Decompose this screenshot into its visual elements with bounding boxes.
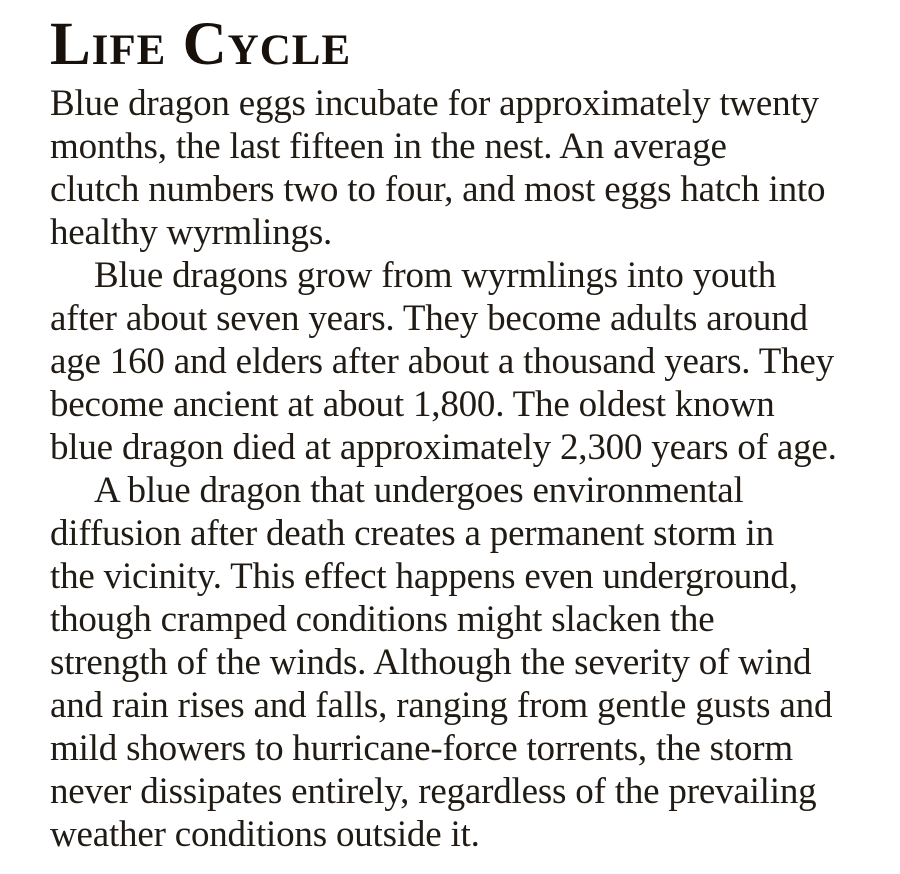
article-body xyxy=(50,82,874,856)
text-line: age 160 and elders after about a thousand years. They xyxy=(50,341,834,382)
paragraph xyxy=(50,254,874,469)
text-line: after about seven years. They become adults around xyxy=(50,298,808,339)
text-line: mild showers to hurricane-force torrents, the storm xyxy=(50,728,793,769)
text-line: though cramped conditions might slacken the xyxy=(50,599,715,640)
text-line: Blue dragon eggs incubate for approximately twenty xyxy=(50,83,819,124)
text-line: blue dragon died at approximately 2,300 years of age. xyxy=(50,427,837,468)
text-line: clutch numbers two to four, and most eggs hatch into xyxy=(50,169,826,210)
section-heading: Life Cycle xyxy=(50,11,352,78)
text-line: weather conditions outside it. xyxy=(50,814,480,855)
paragraph xyxy=(50,469,874,856)
text-line: and rain rises and falls, ranging from gentle gusts and xyxy=(50,685,833,726)
text-line: diffusion after death creates a permanent storm in xyxy=(50,513,774,554)
paragraph xyxy=(50,82,874,254)
text-line: Blue dragons grow from wyrmlings into youth xyxy=(94,255,777,296)
text-line: never dissipates entirely, regardless of the prevailing xyxy=(50,771,817,812)
text-line: healthy wyrmlings. xyxy=(50,212,333,253)
text-line: months, the last fifteen in the nest. An average xyxy=(50,126,727,167)
text-line: A blue dragon that undergoes environmental xyxy=(94,470,744,511)
text-line: the vicinity. This effect happens even underground, xyxy=(50,556,798,597)
text-line: strength of the winds. Although the severity of wind xyxy=(50,642,812,683)
text-line: become ancient at about 1,800. The oldest known xyxy=(50,384,775,425)
